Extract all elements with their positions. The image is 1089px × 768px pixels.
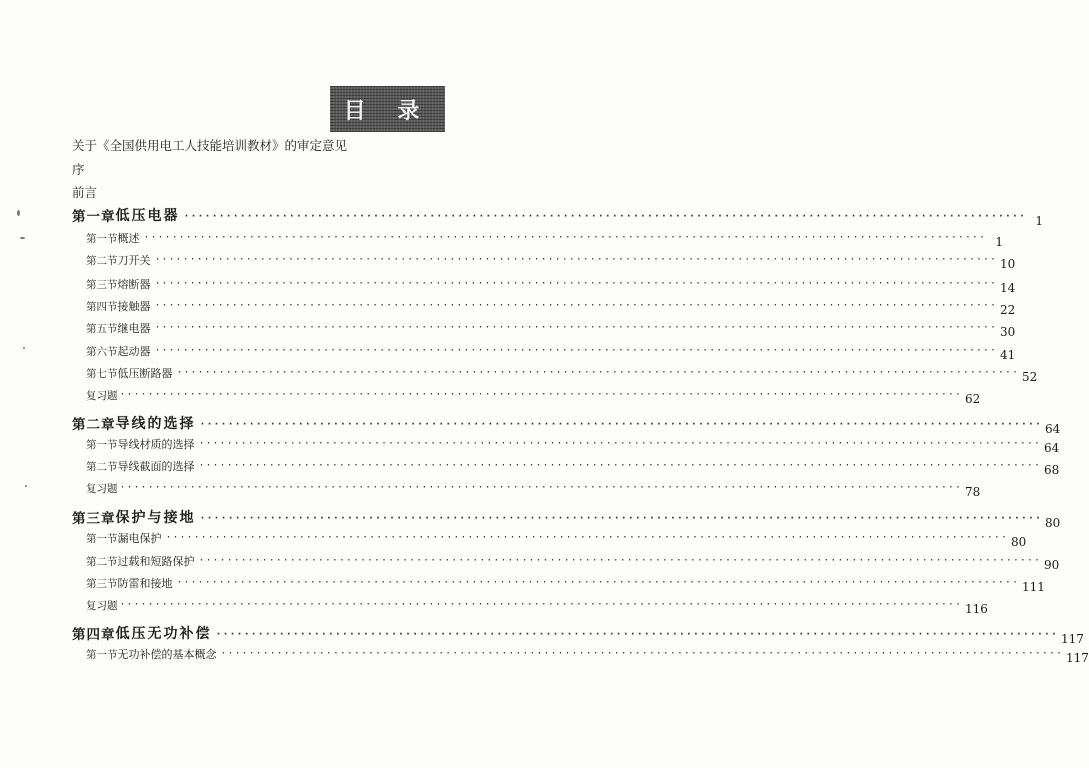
- dot-leader: ························································································································: [165, 532, 1008, 543]
- section-number: 第一节: [86, 233, 118, 245]
- section-number: 第一节: [86, 649, 118, 661]
- toc-section-row[interactable]: [86, 458, 1060, 477]
- page-number: 90: [1043, 558, 1060, 572]
- toc-section-row[interactable]: [86, 365, 1038, 384]
- scan-speck: [25, 485, 27, 487]
- toc-section-row[interactable]: [86, 575, 1045, 594]
- page-number: 62: [964, 392, 981, 406]
- dot-leader: ························································································································: [199, 513, 1042, 524]
- page-number: 52: [1021, 370, 1038, 384]
- dot-leader: ························································································································: [198, 438, 1041, 449]
- section-title: 无功补偿的基本概念: [117, 648, 217, 661]
- dot-leader: ························································································································: [154, 278, 997, 289]
- section-title: 过载和短路保护: [117, 555, 195, 568]
- page-number: 14: [999, 281, 1016, 295]
- section-number: 第四节: [86, 301, 118, 313]
- chapter-number: 第二章: [72, 417, 116, 433]
- page-number: 30: [999, 325, 1016, 339]
- dot-leader: ························································································································: [119, 482, 962, 493]
- section-number: 第六节: [86, 346, 118, 358]
- dot-leader: ························································································································: [154, 345, 997, 356]
- page-number: 1: [1035, 214, 1043, 228]
- dot-leader: ························································································································: [154, 322, 997, 333]
- dot-leader: ························································································································: [176, 367, 1019, 378]
- chapter-title: 导线的选择: [115, 416, 196, 432]
- section-title: 防雷和接地: [117, 577, 173, 590]
- page-number: 68: [1043, 463, 1060, 477]
- toc-section-row[interactable]: [86, 343, 1016, 362]
- page-number: 117: [1060, 632, 1084, 646]
- toc-section-row[interactable]: [86, 598, 988, 616]
- section-title: 导线截面的选择: [117, 460, 195, 473]
- toc-chapter-row[interactable]: [72, 623, 1084, 646]
- toc-section-row[interactable]: [86, 481, 981, 499]
- dot-leader: ························································································································: [198, 460, 1041, 471]
- toc-chapter-row[interactable]: [72, 507, 1061, 530]
- page-number: 111: [1021, 580, 1045, 594]
- chapter-number: 第四章: [72, 627, 116, 643]
- dot-leader: ························································································································: [154, 300, 997, 311]
- toc-section-row[interactable]: [86, 388, 981, 406]
- section-title: 熔断器: [117, 278, 151, 291]
- toc-section-row[interactable]: [86, 276, 1016, 295]
- scan-speck: [20, 237, 25, 239]
- section-title: 导线材质的选择: [117, 438, 195, 451]
- section-number: 第二节: [86, 461, 118, 473]
- chapter-title: 低压无功补偿: [115, 626, 212, 642]
- section-number: 复习题: [86, 390, 118, 402]
- dot-leader: ························································································································: [154, 254, 997, 265]
- toc-section-row[interactable]: [86, 646, 1089, 665]
- toc-section-row[interactable]: [86, 320, 1016, 339]
- section-title: 继电器: [117, 322, 151, 335]
- chapter-number: 第一章: [72, 209, 116, 225]
- section-number: 第三节: [86, 578, 118, 590]
- dot-leader: ························································································································: [199, 419, 1042, 430]
- page-number: 117: [1065, 651, 1089, 665]
- toc-chapter-row[interactable]: [72, 205, 1043, 228]
- page-number: 10: [999, 257, 1016, 271]
- section-number: 第一节: [86, 439, 118, 451]
- page-number: 78: [964, 485, 981, 499]
- section-title: 起动器: [117, 345, 151, 358]
- dot-leader: ························································································································: [198, 555, 1041, 566]
- section-title: 概述: [117, 232, 140, 245]
- toc-section-row[interactable]: [86, 298, 1016, 317]
- section-number: 第七节: [86, 368, 118, 380]
- dot-leader: ························································································································: [176, 577, 1019, 588]
- page-number: 22: [999, 303, 1016, 317]
- intro-item-foreword: 前言: [72, 185, 98, 200]
- dot-leader: ························································································································: [220, 648, 1063, 659]
- page-number: 80: [1044, 516, 1061, 530]
- page-number: 1: [995, 235, 1003, 249]
- toc-section-row[interactable]: [86, 553, 1060, 572]
- toc-section-row[interactable]: [86, 530, 1027, 549]
- section-title: 接触器: [117, 300, 151, 313]
- toc-chapter-row[interactable]: [72, 413, 1061, 436]
- section-number: 复习题: [86, 483, 118, 495]
- section-number: 第二节: [86, 556, 118, 568]
- scan-speck: [23, 347, 25, 349]
- toc-section-row[interactable]: [86, 436, 1060, 455]
- section-number: 第二节: [86, 255, 118, 267]
- section-title: 漏电保护: [117, 532, 162, 545]
- scan-speck: [17, 210, 20, 216]
- dot-leader: ························································································································: [119, 389, 962, 400]
- dot-leader: ························································································································: [143, 232, 986, 243]
- section-number: 第五节: [86, 323, 118, 335]
- page-number: 80: [1010, 535, 1027, 549]
- toc-section-row[interactable]: [86, 252, 1016, 271]
- dot-leader: ························································································································: [215, 629, 1058, 640]
- page-number: 64: [1044, 422, 1061, 436]
- page-number: 64: [1043, 441, 1060, 455]
- intro-item-review-opinion: 关于《全国供用电工人技能培训教材》的审定意见: [72, 138, 348, 153]
- section-number: 第一节: [86, 533, 118, 545]
- dot-leader: ························································································································: [183, 211, 1026, 222]
- section-title: 低压断路器: [117, 367, 173, 380]
- section-number: 复习题: [86, 600, 118, 612]
- intro-item-preface: 序: [72, 162, 85, 177]
- chapter-title: 保护与接地: [115, 510, 196, 526]
- page-number: 116: [964, 602, 988, 616]
- section-number: 第三节: [86, 279, 118, 291]
- chapter-title: 低压电器: [115, 208, 180, 224]
- dot-leader: ························································································································: [119, 599, 962, 610]
- page-number: 41: [999, 348, 1016, 362]
- toc-section-row[interactable]: [86, 230, 1003, 249]
- toc-heading: 目 录: [330, 86, 445, 132]
- chapter-number: 第三章: [72, 511, 116, 527]
- section-title: 刀开关: [117, 254, 151, 267]
